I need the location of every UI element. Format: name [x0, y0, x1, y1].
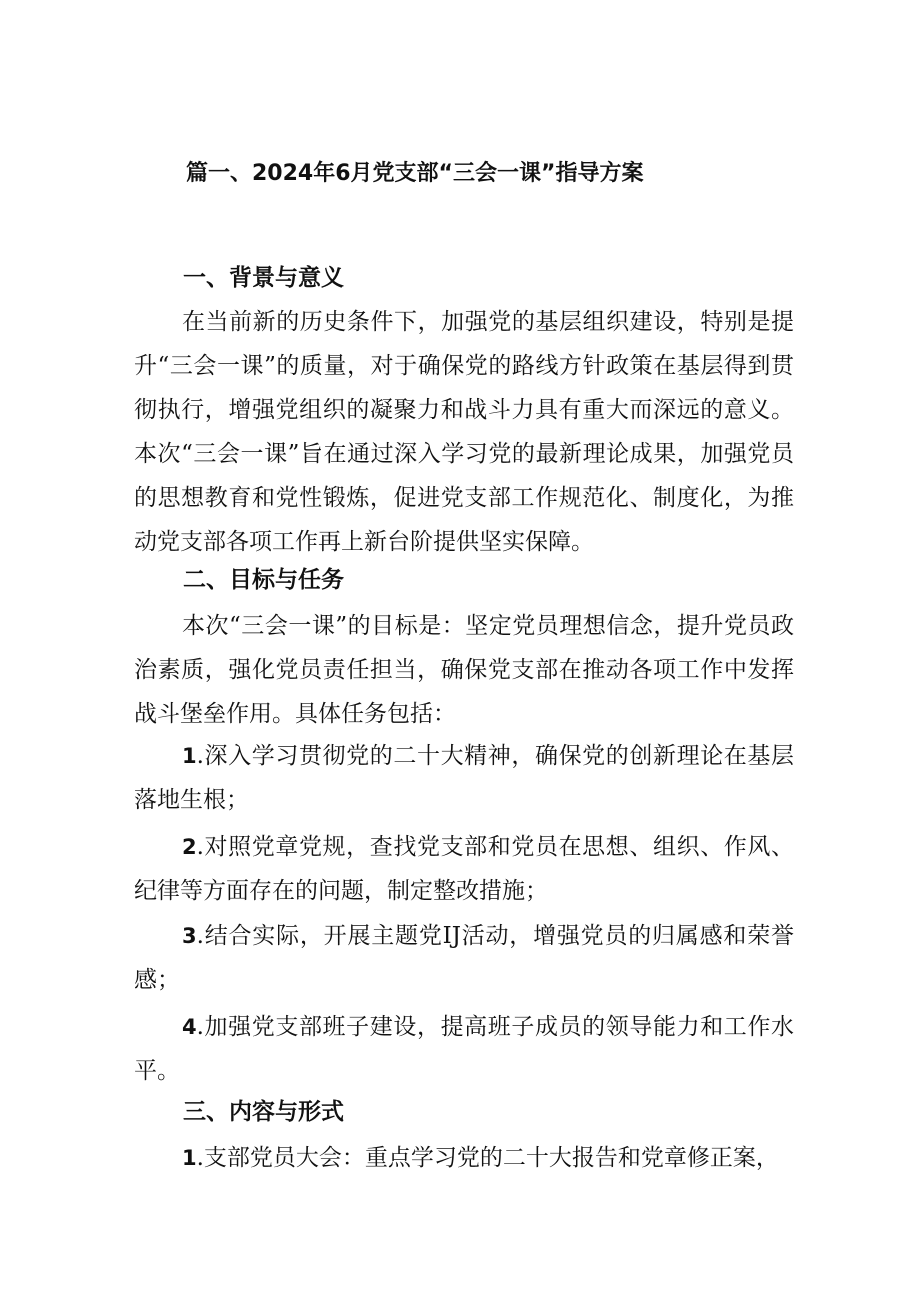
- paragraph-background: 在当前新的历史条件下，加强党的基层组织建设，特别是提升“三会一课”的质量，对于确保党的路线方针政策在基层得到贯彻执行，增强党组织的凝聚力和战斗力具有重大而深远的意义。本次“三会一课”旨在通过深入学习党的最新理论成果，加强党员的思想教育和党性锻炼，促进党支部工作规范化、制度化，为推动党支部各项工作再上新台阶提供坚实保障。: [134, 309, 794, 555]
- list-item-number: 4: [182, 1015, 197, 1039]
- document-title: 篇一、2024年6月党支部“三会一课”指导方案: [186, 161, 644, 186]
- list-item-text: .对照党章党规，查找党支部和党员在思想、组织、作风、纪律等方面存在的问题，制定整改措施；: [134, 834, 794, 904]
- list-item: [134, 825, 794, 913]
- list-item-number: 1: [182, 744, 197, 768]
- list-item-text: .支部党员大会：重点学习党的二十大报告和党章修正案，: [196, 1145, 779, 1171]
- list-item: [134, 734, 794, 822]
- section-heading-content: 三、内容与形式: [183, 1098, 344, 1125]
- list-item-number: 3: [182, 924, 197, 948]
- list-item: [134, 914, 794, 1002]
- list-item: [134, 1136, 794, 1180]
- list-item: [134, 1005, 794, 1093]
- paragraph-goals: 本次“三会一课”的目标是：坚定党员理想信念，提升党员政治素质，强化党员责任担当，确保党支部在推动各项工作中发挥战斗堡垒作用。具体任务包括：: [134, 613, 794, 727]
- list-item-number: 1: [182, 1146, 197, 1170]
- section-heading-background: 一、背景与意义: [183, 264, 344, 291]
- list-item-number: 2: [182, 835, 197, 859]
- list-item-text: .结合实际，开展主题党IJ活动，增强党员的归属感和荣誉感；: [134, 923, 794, 993]
- section-heading-goals: 二、目标与任务: [183, 566, 344, 593]
- list-item-text: .加强党支部班子建设，提高班子成员的领导能力和工作水平。: [134, 1014, 794, 1084]
- list-item-text: .深入学习贯彻党的二十大精神，确保党的创新理论在基层落地生根；: [134, 743, 794, 813]
